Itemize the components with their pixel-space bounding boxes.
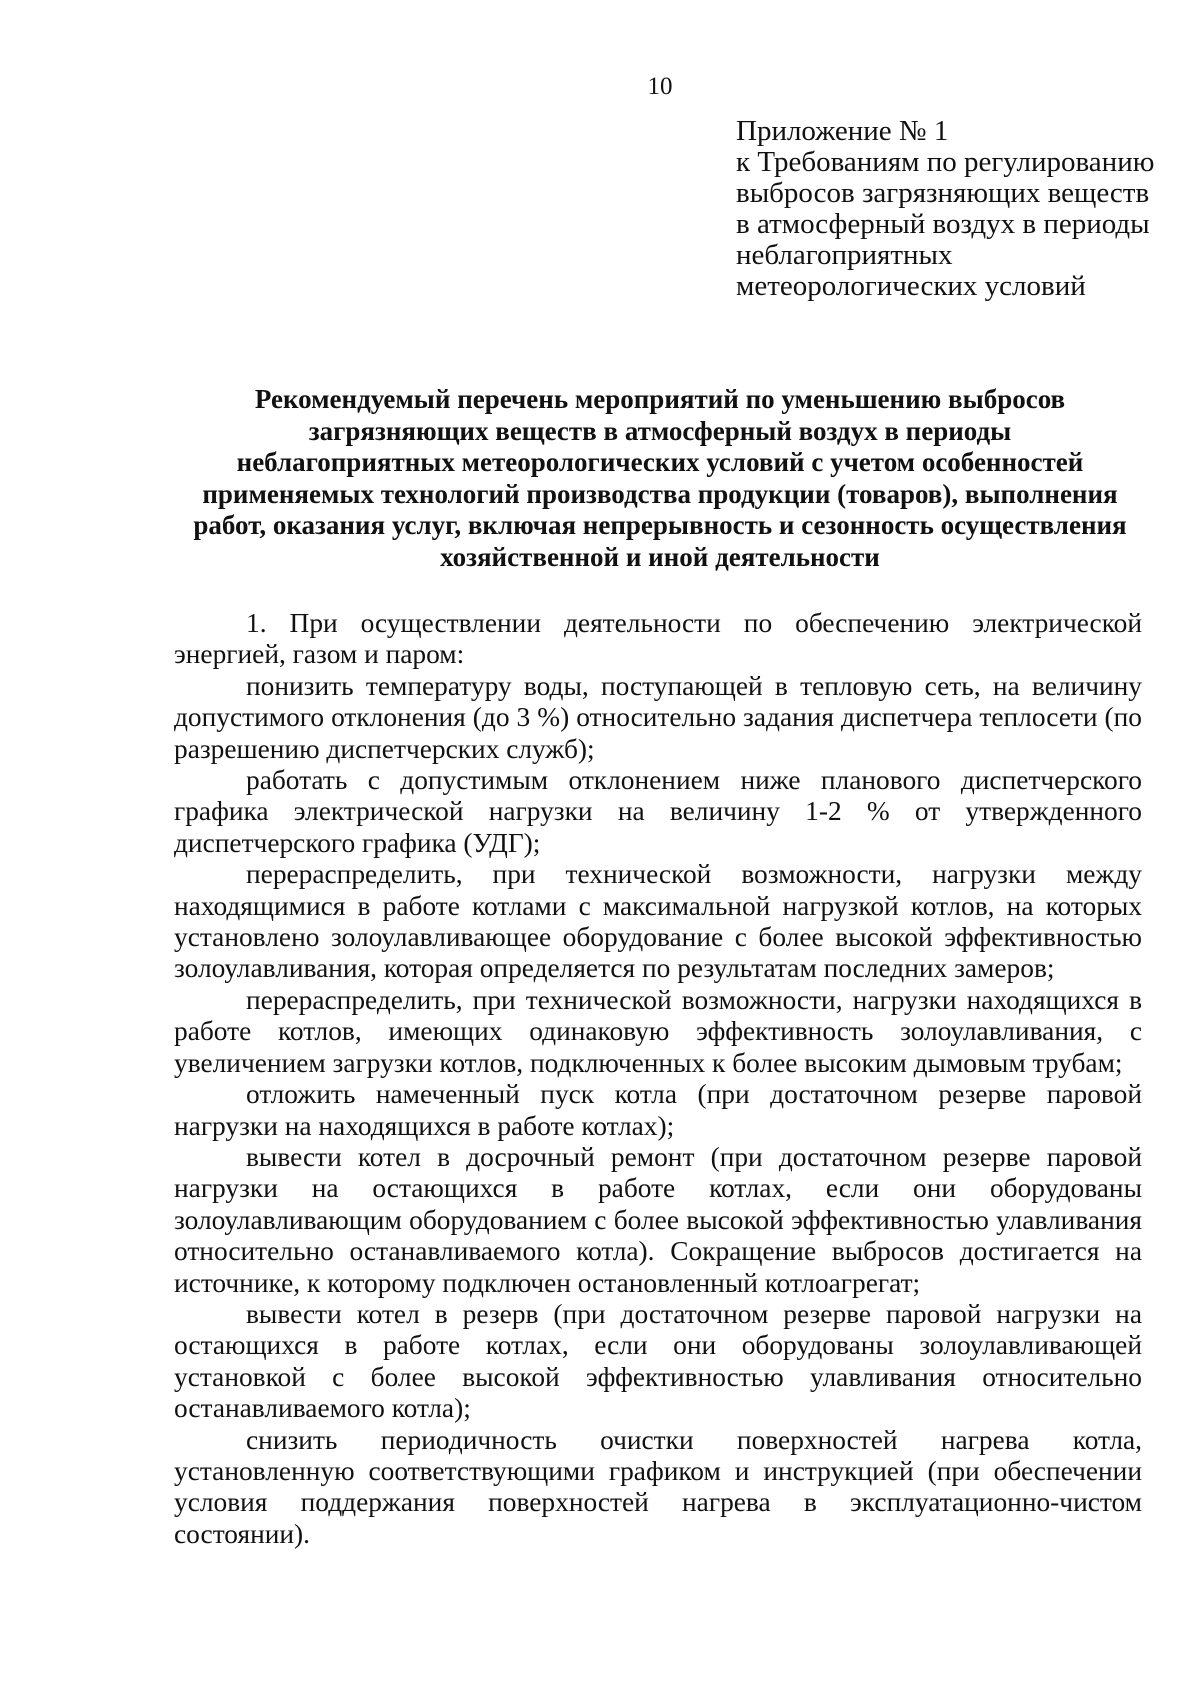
paragraph-measure: вывести котел в досрочный ремонт (при достаточном резерве паровой нагрузки на остающихся в работе котлах, если они оборудованы золоулавливающим оборудованием с более высокой эффективностью улавливания относительно останавливаемого котла). Сокращение выбросов достигается на источнике, к которому подключен остановленный котлоагрегат; [174,1141,1142,1298]
paragraph-measure: перераспределить, при технической возможности, нагрузки между находящимися в работе котлами с максимальной нагрузкой котлов, на которых установлено золоулавливающее оборудование с более высокой эффективностью золоулавливания, которая определяется по результатам последних замеров; [174,859,1142,984]
paragraph-measure: отложить намеченный пуск котла (при достаточном резерве паровой нагрузки на находящихся в работе котлах); [174,1079,1142,1141]
annex-line: неблагоприятных [736,239,953,271]
title-line: применяемых технологий производства продукции (товаров), выполнения [202,478,1118,509]
paragraph-intro: 1. При осуществлении деятельности по обеспечению электрической энергией, газом и паром: [174,608,1142,670]
document-body [174,608,1142,1550]
paragraph-measure: снизить периодичность очистки поверхностей нагрева котла, установленную соответствующими графиком и инструкцией (при обеспечении условия поддержания поверхностей нагрева в эксплуатационно-чистом состоянии). [174,1424,1142,1549]
paragraph-measure: перераспределить, при технической возможности, нагрузки находящихся в работе котлов, имеющих одинаковую эффективность золоулавливания, с увеличением загрузки котлов, подключенных к более высоким дымовым трубам; [174,984,1142,1078]
annex-line: Приложение № 1 [736,115,949,147]
title-line: хозяйственной и иной деятельности [440,541,880,572]
title-line: загрязняющих веществ в атмосферный воздух в периоды [308,415,1012,446]
annex-header [736,116,1176,302]
title-line: Рекомендуемый перечень мероприятий по уменьшению выбросов [254,384,1066,414]
annex-line: выбросов загрязняющих веществ [736,177,1150,209]
title-line: работ, оказания услуг, включая непрерывность и сезонность осуществления [193,510,1127,540]
annex-line: метеорологических условий [736,270,1086,302]
paragraph-measure: понизить температуру воды, поступающей в тепловую сеть, на величину допустимого отклонения (до 3 %) относительно задания диспетчера теплосети (по разрешению диспетчерских служб); [174,670,1142,764]
page-number: 10 [647,73,673,100]
paragraph-measure: вывести котел в резерв (при достаточном резерве паровой нагрузки на остающихся в работе котлах, если они оборудованы золоулавливающей установкой с более высокой эффективностью улавливания относительно останавливаемого котла); [174,1298,1142,1424]
annex-line: в атмосферный воздух в периоды [736,208,1150,240]
document-title [140,384,1180,573]
annex-line: к Требованиям по регулированию [736,146,1155,178]
title-line: неблагоприятных метеорологических условий с учетом особенностей [236,447,1084,477]
paragraph-measure: работать с допустимым отклонением ниже планового диспетчерского графика электрической нагрузки на величину 1-2 % от утвержденного диспетчерского графика (УДГ); [174,765,1142,858]
